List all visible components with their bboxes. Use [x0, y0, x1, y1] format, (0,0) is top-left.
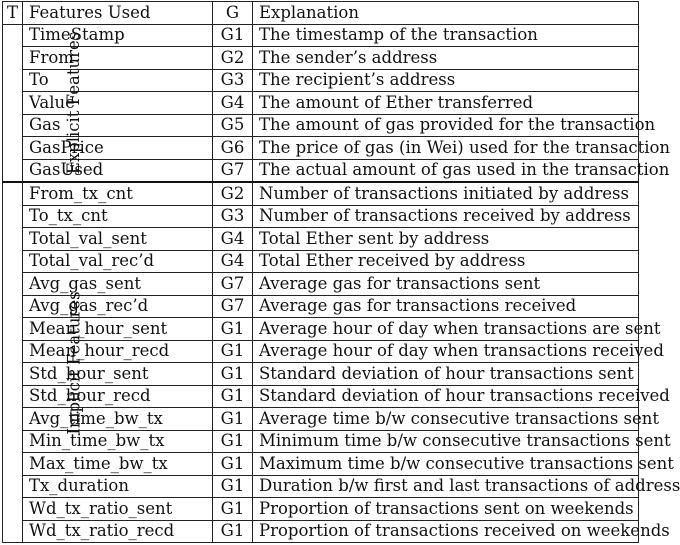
header-features-used: Features Used [23, 2, 213, 25]
explicit-section [3, 24, 671, 182]
group-id-cell: G4 [213, 250, 253, 273]
feature-name-cell: Mean_hour_sent [23, 318, 213, 341]
group-id-cell: G1 [213, 385, 253, 408]
table-row [3, 430, 639, 453]
implicit-section [3, 182, 680, 543]
feature-name-cell: Tx_duration [23, 475, 213, 498]
explanation-cell: The actual amount of gas used in the transaction [253, 159, 639, 182]
explanation-cell: Number of transactions received by address [253, 205, 639, 228]
explanation-cell: The timestamp of the transaction [253, 24, 639, 47]
group-id-cell: G7 [213, 273, 253, 296]
group-id-cell: G1 [213, 408, 253, 431]
explanation-cell: Standard deviation of hour transactions sent [253, 363, 639, 386]
header-explanation: Explanation [253, 2, 639, 25]
explanation-cell: Maximum time b/w consecutive transactions sent [253, 453, 639, 476]
table-row [3, 228, 639, 251]
feature-name-cell: Gas [23, 114, 213, 137]
group-id-cell: G1 [213, 498, 253, 521]
feature-name-cell: From [23, 47, 213, 70]
group-id-cell: G3 [213, 205, 253, 228]
explanation-cell: The sender’s address [253, 47, 639, 70]
implicit-group-label: Implicit Features [64, 290, 84, 435]
explicit-group-label: Explicit Features [64, 31, 84, 174]
explanation-cell: Number of transactions initiated by address [253, 182, 639, 205]
explanation-cell: Standard deviation of hour transactions received [253, 385, 639, 408]
explanation-cell: Proportion of transactions sent on weekends [253, 498, 639, 521]
feature-name-cell: Wd_tx_ratio_sent [23, 498, 213, 521]
group-id-cell: G1 [213, 430, 253, 453]
group-id-cell: G7 [213, 295, 253, 318]
header-t: T [3, 2, 23, 25]
group-id-cell: G1 [213, 520, 253, 543]
group-id-cell: G1 [213, 475, 253, 498]
table-row [3, 205, 639, 228]
group-id-cell: G1 [213, 318, 253, 341]
header-row [3, 2, 639, 25]
table-row [3, 250, 639, 273]
explanation-cell: Average gas for transactions received [253, 295, 639, 318]
explanation-cell: Total Ether received by address [253, 250, 639, 273]
group-id-cell: G7 [213, 159, 253, 182]
group-id-cell: G4 [213, 228, 253, 251]
features-table-wrapper [0, 1, 680, 545]
table-row [3, 24, 639, 47]
feature-name-cell: Avg_time_bw_tx [23, 408, 213, 431]
feature-name-cell: Mean_hour_recd [23, 340, 213, 363]
explanation-cell: Average hour of day when transactions are sent [253, 318, 639, 341]
table-row [3, 498, 639, 521]
table-row [3, 475, 639, 498]
table-row [3, 47, 639, 70]
table-row [3, 340, 639, 363]
table-header [3, 2, 639, 25]
table-row [3, 295, 639, 318]
group-id-cell: G3 [213, 69, 253, 92]
feature-name-cell: Value [23, 92, 213, 115]
header-g: G [213, 2, 253, 25]
feature-name-cell: Std_hour_recd [23, 385, 213, 408]
feature-name-cell: Total_val_sent [23, 228, 213, 251]
feature-name-cell: Avg_gas_rec’d [23, 295, 213, 318]
explanation-cell: Average gas for transactions sent [253, 273, 639, 296]
feature-name-cell: Wd_tx_ratio_recd [23, 520, 213, 543]
feature-name-cell: GasPrice [23, 137, 213, 160]
table-row [3, 273, 639, 296]
features-table [2, 1, 680, 543]
table-row [3, 182, 639, 205]
group-id-cell: G4 [213, 92, 253, 115]
table-row [3, 159, 639, 182]
explanation-cell: Average hour of day when transactions received [253, 340, 639, 363]
explanation-cell: Minimum time b/w consecutive transactions sent [253, 430, 639, 453]
explanation-cell: Total Ether sent by address [253, 228, 639, 251]
group-id-cell: G2 [213, 47, 253, 70]
group-id-cell: G6 [213, 137, 253, 160]
table-row [3, 92, 639, 115]
explanation-cell: The amount of gas provided for the transaction [253, 114, 639, 137]
table-row [3, 408, 639, 431]
group-id-cell: G2 [213, 182, 253, 205]
feature-name-cell: Min_time_bw_tx [23, 430, 213, 453]
explanation-cell: Duration b/w first and last transactions of address [253, 475, 639, 498]
group-id-cell: G1 [213, 24, 253, 47]
group-id-cell: G1 [213, 453, 253, 476]
feature-name-cell: Std_hour_sent [23, 363, 213, 386]
table-row [3, 114, 639, 137]
feature-name-cell: GasUsed [23, 159, 213, 182]
group-id-cell: G1 [213, 340, 253, 363]
explanation-cell: The price of gas (in Wei) used for the transaction [253, 137, 639, 160]
table-row [3, 69, 639, 92]
group-id-cell: G5 [213, 114, 253, 137]
explanation-cell: Proportion of transactions received on weekends [253, 520, 639, 543]
table-row [3, 453, 639, 476]
table-row [3, 520, 639, 543]
feature-name-cell: TimeStamp [23, 24, 213, 47]
table-row [3, 318, 639, 341]
table-row [3, 363, 639, 386]
explanation-cell: The amount of Ether transferred [253, 92, 639, 115]
feature-name-cell: Max_time_bw_tx [23, 453, 213, 476]
explanation-cell: The recipient’s address [253, 69, 639, 92]
feature-name-cell: From_tx_cnt [23, 182, 213, 205]
feature-name-cell: To [23, 69, 213, 92]
feature-name-cell: Avg_gas_sent [23, 273, 213, 296]
group-id-cell: G1 [213, 363, 253, 386]
feature-name-cell: Total_val_rec’d [23, 250, 213, 273]
table-row [3, 385, 639, 408]
explanation-cell: Average time b/w consecutive transactions sent [253, 408, 639, 431]
table-row [3, 137, 639, 160]
feature-name-cell: To_tx_cnt [23, 205, 213, 228]
